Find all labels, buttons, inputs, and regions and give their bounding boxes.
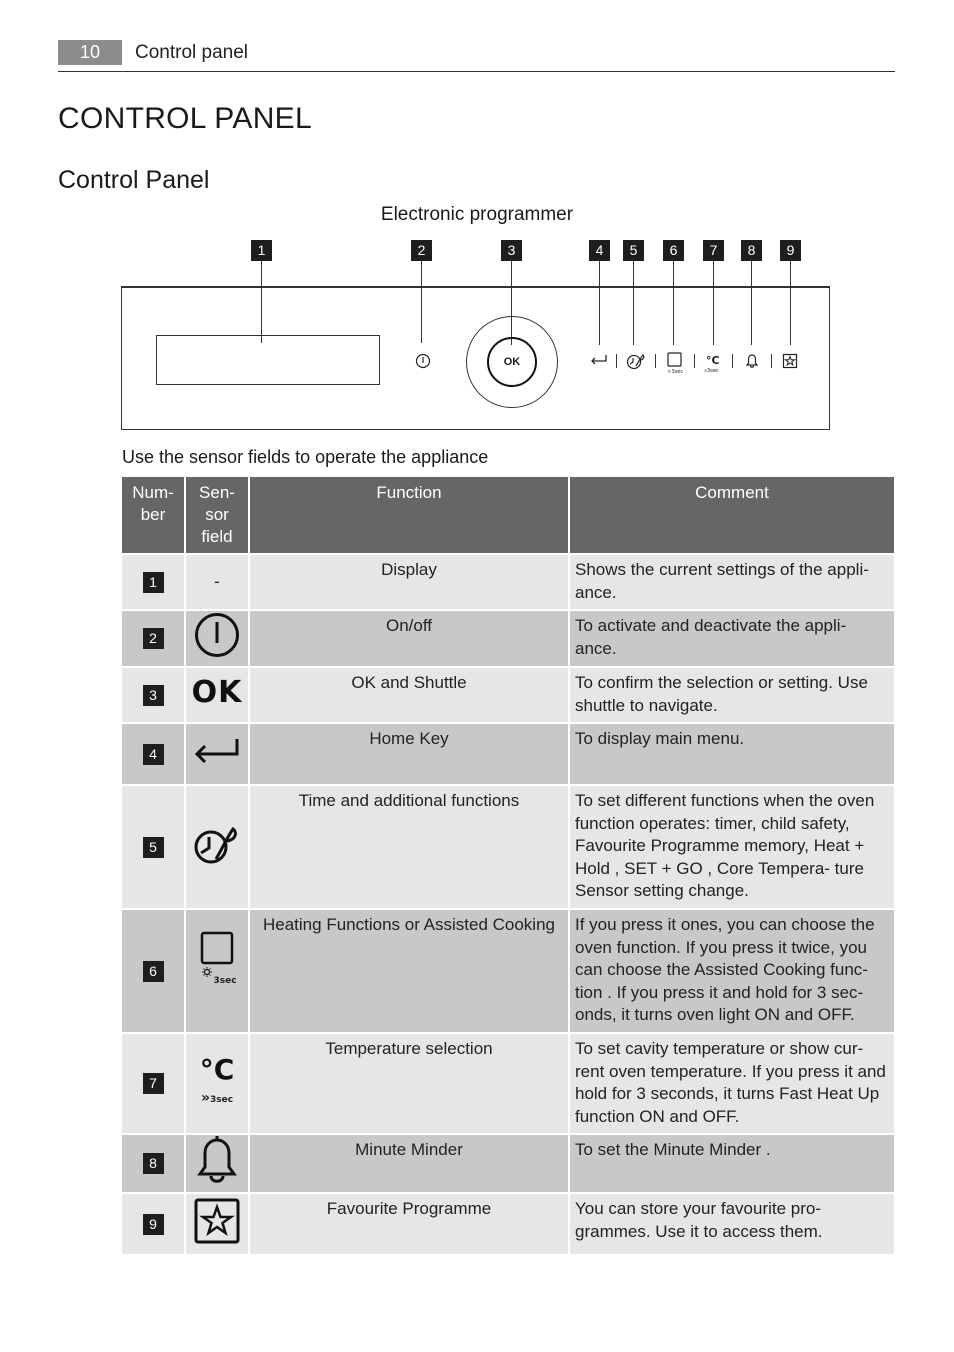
row-number-badge: 2 — [143, 628, 164, 649]
diagram-title: Electronic programmer — [380, 204, 574, 225]
heating-functions-icon[interactable] — [665, 352, 685, 374]
callout-7: 7 — [703, 240, 724, 261]
header-section-title: Control panel — [135, 42, 249, 63]
function-cell: Minute Minder — [250, 1135, 570, 1194]
header-function: Function — [250, 477, 570, 555]
home-key-icon[interactable] — [589, 353, 609, 367]
svg-text:☼3sec: ☼3sec — [667, 369, 684, 374]
double-chevron-icon: » — [200, 1089, 210, 1106]
comment-cell: To set cavity temperature or show cur- rent oven temperature. If you press it and hold for 3 seconds, it turns Fast Heat Up function ON and OFF. — [570, 1034, 894, 1135]
control-panel-diagram — [0, 238, 954, 438]
callout-4: 4 — [589, 240, 610, 261]
row-number-badge: 4 — [143, 744, 164, 765]
bell-icon[interactable] — [744, 353, 760, 369]
page-number: 10 — [58, 40, 122, 65]
comment-cell: Shows the current settings of the appli- ance. — [570, 555, 894, 611]
display-dash: - — [214, 571, 220, 591]
comment-cell: You can store your favourite pro- grammes. Use it to access them. — [570, 1194, 894, 1256]
separator — [616, 354, 617, 368]
heating-functions-icon — [194, 930, 240, 980]
ok-icon: OK — [191, 674, 243, 710]
sensor-label: 3sec — [209, 1094, 234, 1105]
header-number: Num- ber — [122, 477, 186, 555]
comment-cell: To set the Minute Minder . — [570, 1135, 894, 1194]
function-cell: Display — [250, 555, 570, 611]
comment-cell: To activate and deactivate the appli- ance. — [570, 611, 894, 668]
time-functions-icon[interactable] — [626, 352, 646, 370]
power-icon[interactable] — [415, 353, 431, 369]
sensor-label: 3sec — [213, 975, 237, 986]
table-row — [122, 1034, 894, 1135]
callout-3: 3 — [501, 240, 522, 261]
row-number-badge: 7 — [143, 1073, 164, 1094]
table-row — [122, 910, 894, 1034]
table-header-row — [122, 477, 894, 555]
separator — [655, 354, 656, 368]
ok-button[interactable]: OK — [487, 337, 537, 387]
star-icon[interactable] — [782, 353, 798, 369]
display-area — [156, 335, 380, 385]
callout-8: 8 — [741, 240, 762, 261]
callout-6: 6 — [663, 240, 684, 261]
temperature-icon[interactable] — [703, 352, 725, 374]
row-number-badge: 9 — [143, 1214, 164, 1235]
table-row — [122, 555, 894, 611]
separator — [694, 354, 695, 368]
function-cell: Time and additional functions — [250, 786, 570, 910]
header-sensor-field: Sen- sor field — [186, 477, 250, 555]
header-comment: Comment — [570, 477, 894, 555]
section-title: Control Panel — [58, 166, 210, 194]
table-row — [122, 611, 894, 668]
row-number-badge: 1 — [143, 572, 164, 593]
table-row — [122, 668, 894, 724]
comment-cell: If you press it ones, you can choose the oven function. If you press it twice, you can choose the Assisted Cooking func- tion . If you press it and hold for 3 sec- onds, it turns oven light ON and OFF. — [570, 910, 894, 1034]
callout-2: 2 — [411, 240, 432, 261]
svg-text:°C: °C — [706, 354, 720, 367]
function-cell: Heating Functions or Assisted Cooking — [250, 910, 570, 1034]
callout-9: 9 — [780, 240, 801, 261]
callout-1: 1 — [251, 240, 272, 261]
star-icon — [193, 1197, 241, 1245]
instruction-caption: Use the sensor fields to operate the appliance — [122, 447, 489, 467]
home-key-icon — [192, 735, 242, 767]
temperature-icon: °C — [199, 1052, 235, 1086]
sensor-fields-table — [122, 477, 894, 1256]
table-row — [122, 1135, 894, 1194]
page-title: CONTROL PANEL — [58, 102, 312, 135]
function-cell: Home Key — [250, 724, 570, 786]
bell-icon — [195, 1135, 239, 1185]
separator — [771, 354, 772, 368]
table-row — [122, 724, 894, 786]
row-number-badge: 6 — [143, 961, 164, 982]
separator — [732, 354, 733, 368]
comment-cell: To set different functions when the oven function operates: timer, child safety, Favourite Programme memory, Heat + Hold , SET + GO , Core Tempera- ture Sensor setting change. — [570, 786, 894, 910]
function-cell: Favourite Programme — [250, 1194, 570, 1256]
callout-5: 5 — [623, 240, 644, 261]
time-functions-icon — [192, 822, 242, 866]
comment-cell: To display main menu. — [570, 724, 894, 786]
function-cell: On/off — [250, 611, 570, 668]
row-number-badge: 5 — [143, 837, 164, 858]
comment-cell: To confirm the selection or setting. Use shuttle to navigate. — [570, 668, 894, 724]
function-cell: OK and Shuttle — [250, 668, 570, 724]
row-number-badge: 3 — [143, 685, 164, 706]
row-number-badge: 8 — [143, 1153, 164, 1174]
function-cell: Temperature selection — [250, 1034, 570, 1135]
page-header — [58, 40, 895, 72]
table-row — [122, 1194, 894, 1256]
power-icon — [193, 611, 241, 659]
table-row — [122, 786, 894, 910]
svg-text:»3sec: »3sec — [704, 368, 719, 374]
